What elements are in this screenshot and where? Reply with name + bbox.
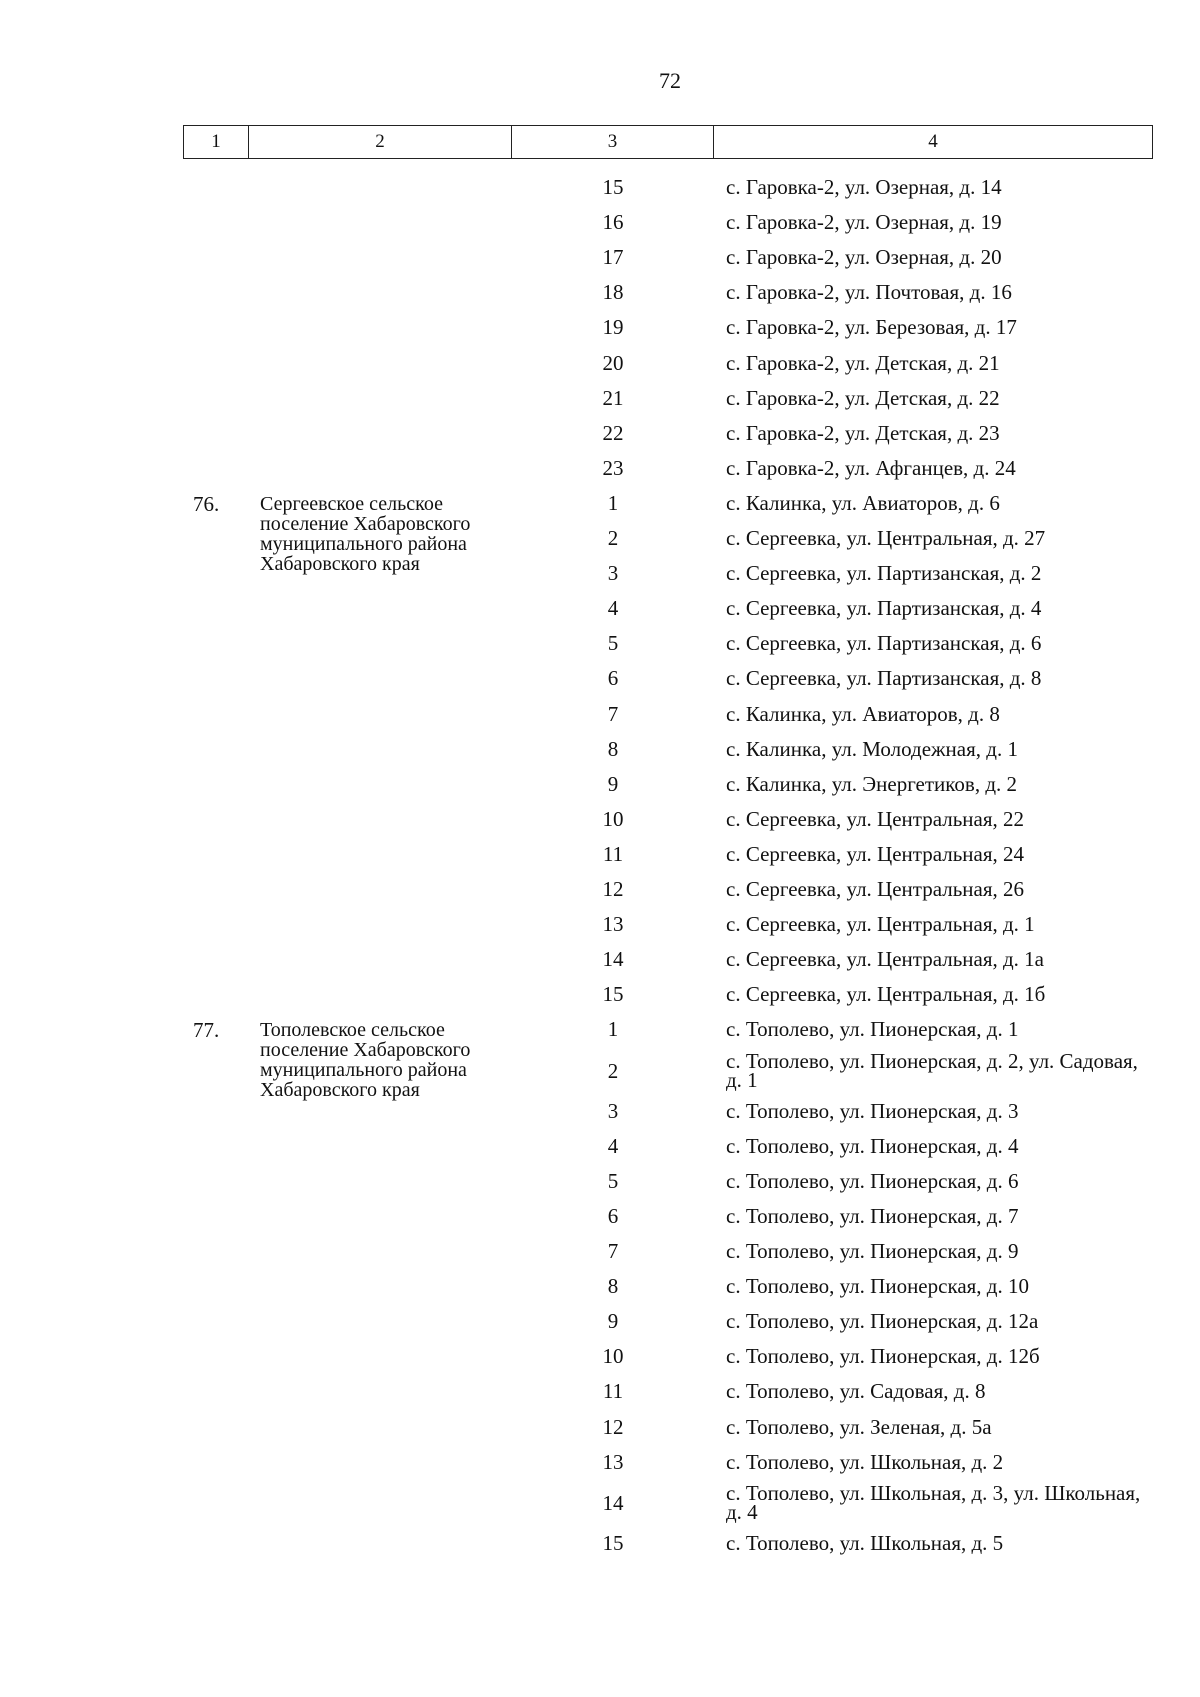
table-row — [0, 556, 1200, 591]
row-number: 20 — [602, 350, 624, 375]
table-row — [0, 1269, 1200, 1304]
row-number: 21 — [602, 385, 624, 410]
row-number: 22 — [602, 420, 624, 445]
table-row — [0, 732, 1200, 767]
table-row — [0, 1094, 1200, 1129]
row-address: с. Сергеевка, ул. Центральная, д. 27 — [726, 526, 1046, 550]
row-number: 13 — [602, 912, 624, 937]
row-address: с. Тополево, ул. Пионерская, д. 1 — [726, 1017, 1019, 1042]
row-address: с. Гаровка-2, ул. Афганцев, д. 24 — [726, 455, 1016, 480]
row-number: 7 — [607, 701, 619, 726]
row-address: с. Тополево, ул. Пионерская, д. 12б — [726, 1344, 1040, 1369]
table-row — [0, 381, 1200, 416]
row-address: с. Гаровка-2, ул. Озерная, д. 20 — [726, 245, 1002, 270]
table-row — [0, 1304, 1200, 1339]
row-address: с. Сергеевка, ул. Центральная, 24 — [726, 841, 1024, 866]
table-row — [0, 802, 1200, 837]
table-row — [0, 486, 1200, 521]
table-row — [0, 1374, 1200, 1409]
row-address: с. Тополево, ул. Пионерская, д. 4 — [726, 1133, 1019, 1158]
header-col-4: 4 — [928, 131, 938, 152]
row-number: 15 — [602, 982, 624, 1007]
row-number: 13 — [602, 1449, 624, 1474]
row-number: 12 — [602, 877, 624, 901]
row-number: 9 — [607, 1309, 619, 1334]
table-row — [0, 591, 1200, 626]
row-number: 14 — [602, 947, 624, 972]
row-address: с. Тополево, ул. Пионерская, д. 7 — [726, 1203, 1019, 1228]
group-77-number: 77. — [193, 1018, 220, 1043]
row-number: 4 — [607, 1133, 619, 1158]
row-number: 5 — [607, 1168, 619, 1193]
row-number: 10 — [602, 1344, 624, 1369]
row-address: с. Гаровка-2, ул. Детская, д. 22 — [726, 385, 1000, 410]
row-address: с. Тополево, ул. Пионерская, д. 9 — [726, 1239, 1019, 1263]
row-address: с. Гаровка-2, ул. Детская, д. 23 — [726, 420, 1000, 445]
row-number: 17 — [602, 245, 624, 270]
row-number: 9 — [607, 771, 619, 796]
table-row — [0, 872, 1200, 907]
table-row — [0, 205, 1200, 240]
row-number: 14 — [602, 1490, 624, 1515]
table-row — [0, 521, 1200, 556]
row-address: с. Калинка, ул. Молодежная, д. 1 — [726, 736, 1018, 761]
row-number: 4 — [607, 596, 619, 621]
row-address: с. Сергеевка, ул. Центральная, 26 — [726, 877, 1024, 901]
table-row — [0, 346, 1200, 381]
row-address: с. Гаровка-2, ул. Детская, д. 21 — [726, 350, 1000, 375]
row-number: 15 — [602, 175, 624, 199]
row-number: 18 — [602, 280, 624, 305]
row-number: 11 — [602, 1379, 624, 1404]
row-number: 5 — [607, 631, 619, 656]
table-row — [0, 170, 1200, 205]
row-address: с. Тополево, ул. Школьная, д. 3, ул. Школьная, д. 4 — [726, 1480, 1141, 1524]
row-number: 15 — [602, 1530, 624, 1555]
table-row — [0, 240, 1200, 275]
row-address: с. Сергеевка, ул. Центральная, д. 1б — [726, 982, 1046, 1007]
table-row — [0, 837, 1200, 872]
table-row — [0, 1234, 1200, 1269]
row-address: с. Сергеевка, ул. Центральная, д. 1а — [726, 947, 1045, 972]
table-row — [0, 697, 1200, 732]
row-number: 19 — [602, 315, 624, 340]
row-number: 1 — [607, 1017, 619, 1042]
row-address: с. Калинка, ул. Авиаторов, д. 8 — [726, 701, 1000, 726]
row-number: 11 — [602, 841, 624, 866]
row-address: с. Тополево, ул. Зеленая, д. 5а — [726, 1414, 992, 1439]
row-number: 7 — [607, 1239, 619, 1263]
row-number: 16 — [602, 210, 624, 235]
row-number: 10 — [602, 806, 624, 831]
group-77-name: Тополевское сельское поселение Хабаровского муниципального района Хабаровского края — [260, 1019, 471, 1102]
row-address: с. Тополево, ул. Пионерская, д. 3 — [726, 1098, 1019, 1123]
table-row — [0, 942, 1200, 977]
table-row — [0, 1129, 1200, 1164]
table-row — [0, 1339, 1200, 1374]
row-address: с. Тополево, ул. Садовая, д. 8 — [726, 1379, 986, 1404]
row-number: 6 — [607, 666, 619, 691]
row-number: 3 — [607, 1098, 619, 1123]
table-row — [0, 661, 1200, 696]
row-address: с. Тополево, ул. Школьная, д. 2 — [726, 1449, 1004, 1474]
row-address: с. Сергеевка, ул. Центральная, 22 — [726, 806, 1024, 831]
group-76-name: Сергеевское сельское поселение Хабаровского муниципального района Хабаровского края — [260, 492, 471, 575]
row-address: с. Тополево, ул. Пионерская, д. 6 — [726, 1168, 1019, 1193]
table-row — [0, 275, 1200, 310]
row-number: 2 — [607, 1058, 619, 1083]
table-row — [0, 767, 1200, 802]
row-number: 8 — [607, 736, 619, 761]
table-row — [0, 626, 1200, 661]
table-row — [0, 1410, 1200, 1445]
table-row — [0, 416, 1200, 451]
row-address: с. Сергеевка, ул. Партизанская, д. 4 — [726, 596, 1042, 621]
table-row — [0, 1199, 1200, 1234]
table-row — [0, 1445, 1200, 1480]
row-address: с. Сергеевка, ул. Партизанская, д. 2 — [726, 561, 1042, 586]
header-col-1: 1 — [184, 126, 249, 158]
table-row — [0, 1480, 1200, 1526]
row-number: 8 — [607, 1274, 619, 1299]
row-number: 6 — [607, 1203, 619, 1228]
row-number: 1 — [607, 490, 619, 515]
row-address: с. Сергеевка, ул. Центральная, д. 1 — [726, 912, 1035, 937]
row-number: 12 — [602, 1414, 624, 1439]
table-row — [0, 310, 1200, 345]
row-address: с. Тополево, ул. Школьная, д. 5 — [726, 1530, 1004, 1555]
row-address: с. Гаровка-2, ул. Березовая, д. 17 — [726, 315, 1017, 340]
row-address: с. Сергеевка, ул. Партизанская, д. 8 — [726, 666, 1042, 691]
row-address: с. Гаровка-2, ул. Озерная, д. 14 — [726, 175, 1002, 199]
header-col-2: 2 — [249, 126, 512, 158]
table-row — [0, 1048, 1200, 1094]
row-number: 3 — [607, 561, 619, 586]
header-col-3: 3 — [512, 126, 714, 158]
row-number: 2 — [607, 526, 619, 550]
row-address: с. Гаровка-2, ул. Озерная, д. 19 — [726, 210, 1002, 235]
row-address: с. Калинка, ул. Энергетиков, д. 2 — [726, 771, 1018, 796]
table-row — [0, 1164, 1200, 1199]
table-row — [0, 1012, 1200, 1047]
row-number: 23 — [602, 455, 624, 480]
row-address: с. Калинка, ул. Авиаторов, д. 6 — [726, 490, 1000, 515]
table-row — [0, 1526, 1200, 1561]
page-number: 72 — [659, 68, 681, 93]
table-row — [0, 451, 1200, 486]
table-row — [0, 977, 1200, 1012]
group-76-number: 76. — [193, 491, 220, 516]
table-row — [0, 907, 1200, 942]
row-address: с. Гаровка-2, ул. Почтовая, д. 16 — [726, 280, 1012, 305]
row-address: с. Тополево, ул. Пионерская, д. 10 — [726, 1274, 1029, 1299]
row-address: с. Тополево, ул. Пионерская, д. 2, ул. Садовая, д. 1 — [726, 1048, 1138, 1092]
row-address: с. Тополево, ул. Пионерская, д. 12а — [726, 1309, 1039, 1334]
row-address: с. Сергеевка, ул. Партизанская, д. 6 — [726, 631, 1042, 656]
